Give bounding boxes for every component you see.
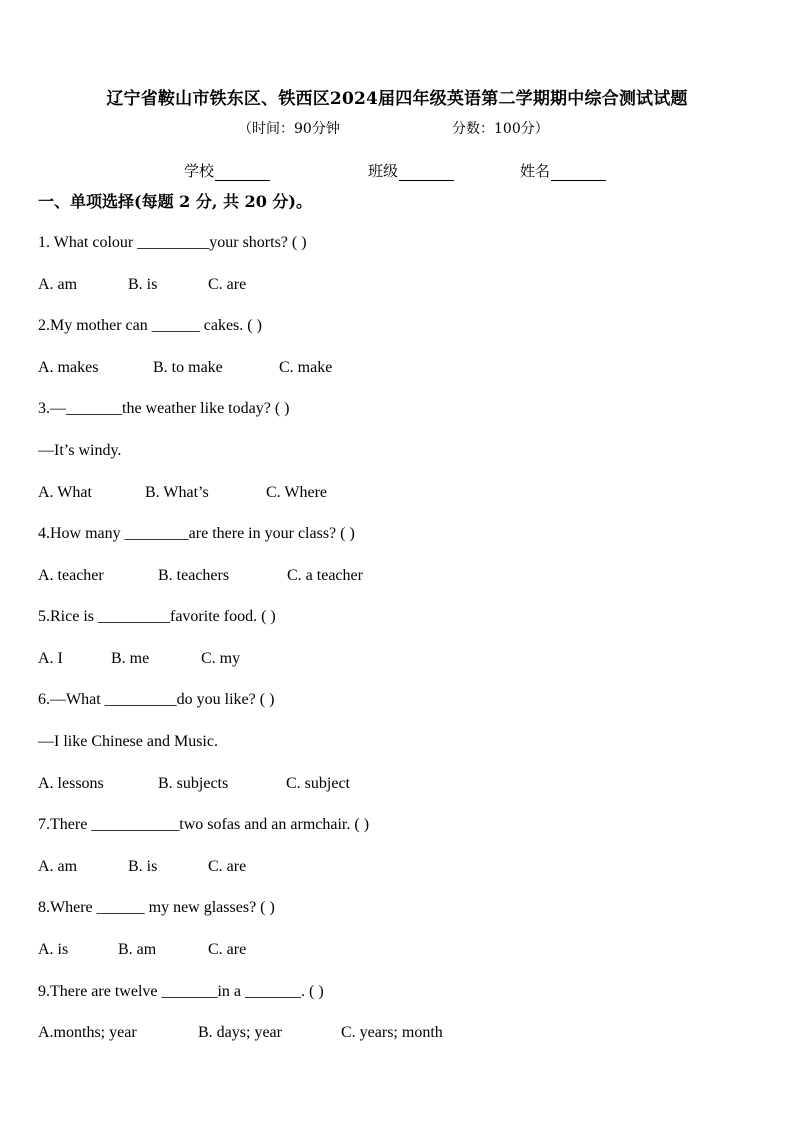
options-3 bbox=[38, 484, 327, 502]
option-a: A. What bbox=[38, 484, 92, 501]
question-9: 9.There are twelve _______in a _______. ( ) bbox=[38, 983, 324, 1000]
exam-title: 辽宁省鞍山市铁东区、铁西区2024届四年级英语第二学期期中综合测试试题 bbox=[106, 89, 688, 109]
option-b: B. subjects bbox=[158, 775, 229, 792]
option-b: B. is bbox=[128, 276, 158, 293]
total-score: 分数：100分） bbox=[452, 121, 549, 137]
option-b: B. is bbox=[128, 858, 158, 875]
option-a: A. am bbox=[38, 276, 78, 293]
school-blank bbox=[215, 165, 270, 181]
answer-6: —I like Chinese and Music. bbox=[38, 733, 218, 750]
time-limit: （时间：90分钟 bbox=[238, 121, 340, 137]
school-label: 学校 bbox=[184, 162, 215, 180]
options-7 bbox=[38, 858, 246, 876]
question-3: 3.—_______the weather like today? ( ) bbox=[38, 400, 290, 417]
question-6: 6.—What _________do you like? ( ) bbox=[38, 691, 275, 708]
option-c: C. subject bbox=[286, 775, 350, 792]
section-heading: 一、单项选择(每题 2 分, 共 20 分)。 bbox=[38, 192, 312, 211]
option-a: A. is bbox=[38, 941, 69, 958]
option-b: B. teachers bbox=[158, 567, 230, 584]
options-2 bbox=[38, 359, 332, 377]
option-a: A. I bbox=[38, 650, 63, 667]
option-c: C. are bbox=[208, 858, 247, 875]
question-8: 8.Where ______ my new glasses? ( ) bbox=[38, 899, 275, 916]
option-b: B. to make bbox=[153, 359, 223, 376]
option-c: C. are bbox=[208, 941, 247, 958]
option-a: A.months; year bbox=[38, 1024, 137, 1041]
options-9 bbox=[38, 1024, 443, 1042]
class-blank bbox=[399, 165, 454, 181]
options-1 bbox=[38, 276, 246, 294]
options-6 bbox=[38, 775, 350, 793]
question-4: 4.How many ________are there in your class? ( ) bbox=[38, 525, 355, 542]
question-2: 2.My mother can ______ cakes. ( ) bbox=[38, 317, 262, 334]
answer-3: —It’s windy. bbox=[38, 442, 122, 459]
option-c: C. a teacher bbox=[287, 567, 363, 584]
name-label: 姓名 bbox=[520, 162, 551, 180]
options-5 bbox=[38, 650, 240, 668]
option-c: C. make bbox=[279, 359, 333, 376]
options-8 bbox=[38, 941, 246, 959]
question-1: 1. What colour _________your shorts? ( ) bbox=[38, 234, 307, 251]
option-a: A. makes bbox=[38, 359, 99, 376]
option-b: B. What’s bbox=[145, 484, 209, 501]
option-b: B. me bbox=[111, 650, 150, 667]
class-label: 班级 bbox=[368, 162, 399, 180]
school-field bbox=[184, 160, 270, 181]
option-c: C. Where bbox=[266, 484, 328, 501]
options-4 bbox=[38, 567, 363, 585]
name-blank bbox=[551, 165, 606, 181]
option-b: B. days; year bbox=[198, 1024, 282, 1041]
option-a: A. teacher bbox=[38, 567, 104, 584]
question-5: 5.Rice is _________favorite food. ( ) bbox=[38, 608, 276, 625]
option-a: A. am bbox=[38, 858, 78, 875]
question-7: 7.There ___________two sofas and an armchair. ( ) bbox=[38, 816, 370, 833]
option-c: C. years; month bbox=[341, 1024, 443, 1041]
option-c: C. are bbox=[208, 276, 247, 293]
name-field bbox=[520, 160, 606, 181]
option-c: C. my bbox=[201, 650, 241, 667]
class-field bbox=[368, 160, 454, 181]
option-a: A. lessons bbox=[38, 775, 104, 792]
option-b: B. am bbox=[118, 941, 157, 958]
